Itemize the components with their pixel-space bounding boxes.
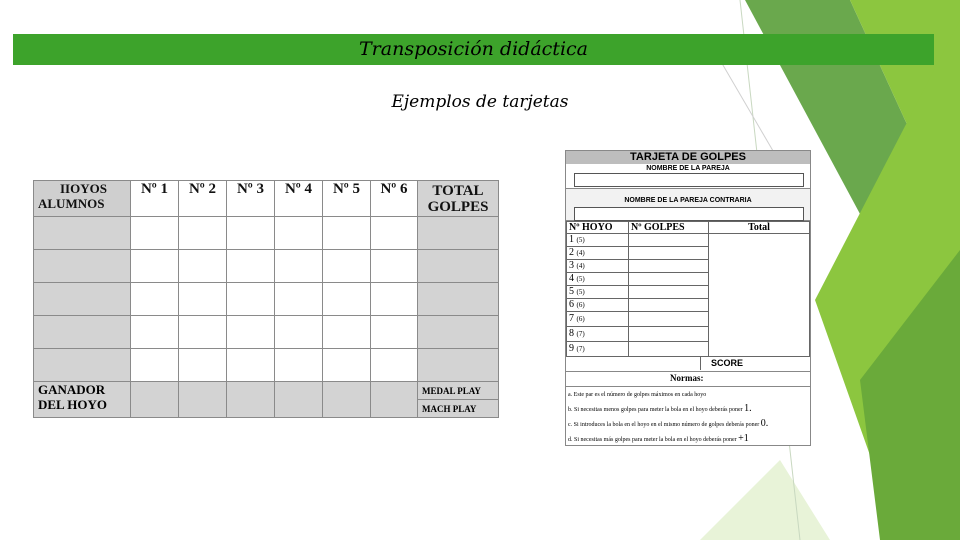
slide-subtitle: Ejemplos de tarjetas bbox=[391, 92, 569, 112]
table-row bbox=[34, 250, 499, 283]
rule-a: a. Este par es el número de golpes máximos en cada hoyo bbox=[568, 392, 707, 398]
table-row bbox=[34, 349, 499, 382]
rival-name-field[interactable] bbox=[574, 207, 804, 221]
score-row bbox=[566, 357, 810, 372]
table-header-row bbox=[34, 181, 499, 217]
table-row: 4 (5) bbox=[567, 273, 810, 286]
card-title: TARJETA DE GOLPES bbox=[566, 151, 810, 164]
header-hole-4: Nº 4 bbox=[275, 181, 323, 217]
table-row: 9 (7) bbox=[567, 342, 810, 357]
col-golpes: Nº GOLPES bbox=[629, 222, 709, 234]
header-total: TOTAL GOLPES bbox=[418, 181, 499, 217]
medal-play-label: MEDAL PLAY bbox=[418, 382, 499, 400]
rules-list bbox=[566, 387, 810, 447]
table-footer-row bbox=[34, 382, 499, 400]
header-hole-1: Nº 1 bbox=[131, 181, 179, 217]
mach-play-label: MACH PLAY bbox=[418, 400, 499, 418]
table-row: 5 (5) bbox=[567, 286, 810, 299]
table-row: 6 (6) bbox=[567, 299, 810, 312]
stroke-card bbox=[565, 150, 811, 446]
table-row: 2 (4) bbox=[567, 247, 810, 260]
ganador-label: GANADOR DEL HOYO bbox=[34, 382, 131, 418]
table-row bbox=[34, 283, 499, 316]
pair-name-field[interactable] bbox=[574, 173, 804, 187]
holes-header-row bbox=[567, 222, 810, 234]
slide-title: Transposición didáctica bbox=[359, 38, 588, 60]
header-hole-3: Nº 3 bbox=[227, 181, 275, 217]
table-row bbox=[34, 217, 499, 250]
table-row: 3 (4) bbox=[567, 260, 810, 273]
header-hoyos: IIOYOS bbox=[60, 181, 107, 196]
header-hole-5: Nº 5 bbox=[323, 181, 371, 217]
group-score-table bbox=[33, 180, 499, 418]
header-alumnos-label: ALUMNOS bbox=[38, 196, 105, 211]
header-alumnos bbox=[34, 181, 131, 217]
rule-c: c. Si introduces la bola en el hoyo en el mismo número de golpes deberás poner 0. bbox=[568, 418, 769, 429]
pair-name-section bbox=[566, 164, 810, 189]
table-row: 1 (5) bbox=[567, 234, 810, 247]
pair-name-label: NOMBRE DE LA PAREJA bbox=[646, 165, 730, 172]
table-row: 8 (7) bbox=[567, 327, 810, 342]
rule-b: b. Si necesitas menos golpes para meter la bola en el hoyo deberás poner 1. bbox=[568, 403, 752, 414]
header-hole-6: Nº 6 bbox=[371, 181, 418, 217]
col-hoyo: Nº HOYO bbox=[567, 222, 629, 234]
rival-name-label: NOMBRE DE LA PAREJA CONTRARIA bbox=[624, 197, 752, 204]
table-row: 7 (6) bbox=[567, 312, 810, 327]
rule-d: d. Si necesitas más golpes para meter la bola en el hoyo deberás poner +1 bbox=[568, 433, 749, 444]
header-hole-2: Nº 2 bbox=[179, 181, 227, 217]
score-label: SCORE bbox=[711, 358, 744, 368]
col-total: Total bbox=[709, 222, 810, 234]
holes-table bbox=[566, 221, 810, 357]
title-bar bbox=[13, 34, 934, 65]
normas-label: Normas: bbox=[670, 373, 704, 383]
table-row bbox=[34, 316, 499, 349]
normas-row bbox=[566, 372, 810, 387]
rival-name-section bbox=[566, 189, 810, 221]
